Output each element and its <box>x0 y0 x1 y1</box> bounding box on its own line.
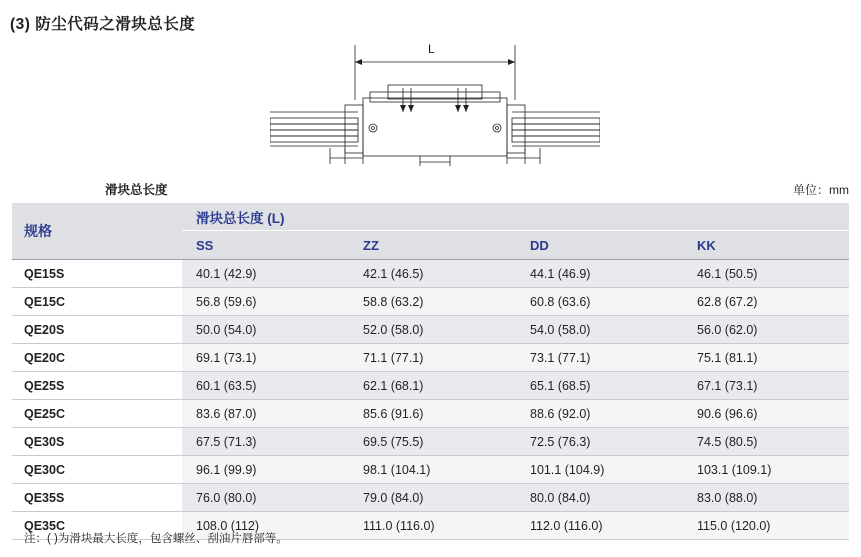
table-row <box>12 372 849 400</box>
block-length-table <box>12 203 849 540</box>
row-spec: QE20S <box>12 316 182 344</box>
row-spec: QE15C <box>12 288 182 316</box>
row-value-dd: 44.1 (46.9) <box>516 260 683 288</box>
header-col-kk: KK <box>683 231 849 260</box>
table-row <box>12 288 849 316</box>
row-value-zz: 98.1 (104.1) <box>349 456 516 484</box>
table-row <box>12 400 849 428</box>
row-value-dd: 54.0 (58.0) <box>516 316 683 344</box>
row-value-ss: 67.5 (71.3) <box>182 428 349 456</box>
row-value-zz: 62.1 (68.1) <box>349 372 516 400</box>
row-value-kk: 46.1 (50.5) <box>683 260 849 288</box>
row-value-zz: 85.6 (91.6) <box>349 400 516 428</box>
row-value-zz: 42.1 (46.5) <box>349 260 516 288</box>
table-row <box>12 456 849 484</box>
page-title: (3) 防尘代码之滑块总长度 <box>10 16 196 33</box>
header-spec: 规格 <box>12 203 182 260</box>
header-col-ss: SS <box>182 231 349 260</box>
row-value-ss: 56.8 (59.6) <box>182 288 349 316</box>
footnote: 注：( )为滑块最大长度，包含螺丝、刮油片唇部等。 <box>24 533 288 545</box>
row-value-kk: 90.6 (96.6) <box>683 400 849 428</box>
row-value-kk: 67.1 (73.1) <box>683 372 849 400</box>
block-assembly-drawing <box>270 40 600 175</box>
row-value-kk: 56.0 (62.0) <box>683 316 849 344</box>
header-col-zz: ZZ <box>349 231 516 260</box>
row-value-zz: 58.8 (63.2) <box>349 288 516 316</box>
row-spec: QE35C <box>12 512 182 540</box>
row-value-zz: 52.0 (58.0) <box>349 316 516 344</box>
row-value-dd: 112.0 (116.0) <box>516 512 683 540</box>
row-value-ss: 76.0 (80.0) <box>182 484 349 512</box>
row-value-ss: 50.0 (54.0) <box>182 316 349 344</box>
unit-label: 单位：mm <box>793 183 849 197</box>
row-spec: QE30C <box>12 456 182 484</box>
row-value-zz: 69.5 (75.5) <box>349 428 516 456</box>
row-value-ss: 40.1 (42.9) <box>182 260 349 288</box>
row-value-ss: 60.1 (63.5) <box>182 372 349 400</box>
row-value-dd: 60.8 (63.6) <box>516 288 683 316</box>
row-value-kk: 75.1 (81.1) <box>683 344 849 372</box>
row-spec: QE25C <box>12 400 182 428</box>
table-row <box>12 344 849 372</box>
row-value-zz: 111.0 (116.0) <box>349 512 516 540</box>
table-row <box>12 428 849 456</box>
row-value-kk: 83.0 (88.0) <box>683 484 849 512</box>
row-value-ss: 83.6 (87.0) <box>182 400 349 428</box>
table-row <box>12 484 849 512</box>
row-spec: QE20C <box>12 344 182 372</box>
row-value-kk: 74.5 (80.5) <box>683 428 849 456</box>
row-value-dd: 101.1 (104.9) <box>516 456 683 484</box>
dimension-label-L: L <box>428 42 435 56</box>
row-value-ss: 69.1 (73.1) <box>182 344 349 372</box>
table-row <box>12 316 849 344</box>
row-value-dd: 72.5 (76.3) <box>516 428 683 456</box>
row-spec: QE25S <box>12 372 182 400</box>
table-row <box>12 260 849 288</box>
row-value-dd: 80.0 (84.0) <box>516 484 683 512</box>
row-value-dd: 88.6 (92.0) <box>516 400 683 428</box>
row-spec: QE15S <box>12 260 182 288</box>
row-value-ss: 108.0 (112) <box>182 512 349 540</box>
row-value-kk: 103.1 (109.1) <box>683 456 849 484</box>
row-spec: QE30S <box>12 428 182 456</box>
header-col-dd: DD <box>516 231 683 260</box>
row-value-kk: 62.8 (67.2) <box>683 288 849 316</box>
row-value-ss: 96.1 (99.9) <box>182 456 349 484</box>
row-value-dd: 65.1 (68.5) <box>516 372 683 400</box>
table-caption-left: 滑块总长度 <box>105 183 168 197</box>
row-value-dd: 73.1 (77.1) <box>516 344 683 372</box>
header-group-length: 滑块总长度 (L) <box>182 203 849 231</box>
row-spec: QE35S <box>12 484 182 512</box>
row-value-zz: 79.0 (84.0) <box>349 484 516 512</box>
row-value-kk: 115.0 (120.0) <box>683 512 849 540</box>
table-header-group-row <box>12 203 849 231</box>
row-value-zz: 71.1 (77.1) <box>349 344 516 372</box>
